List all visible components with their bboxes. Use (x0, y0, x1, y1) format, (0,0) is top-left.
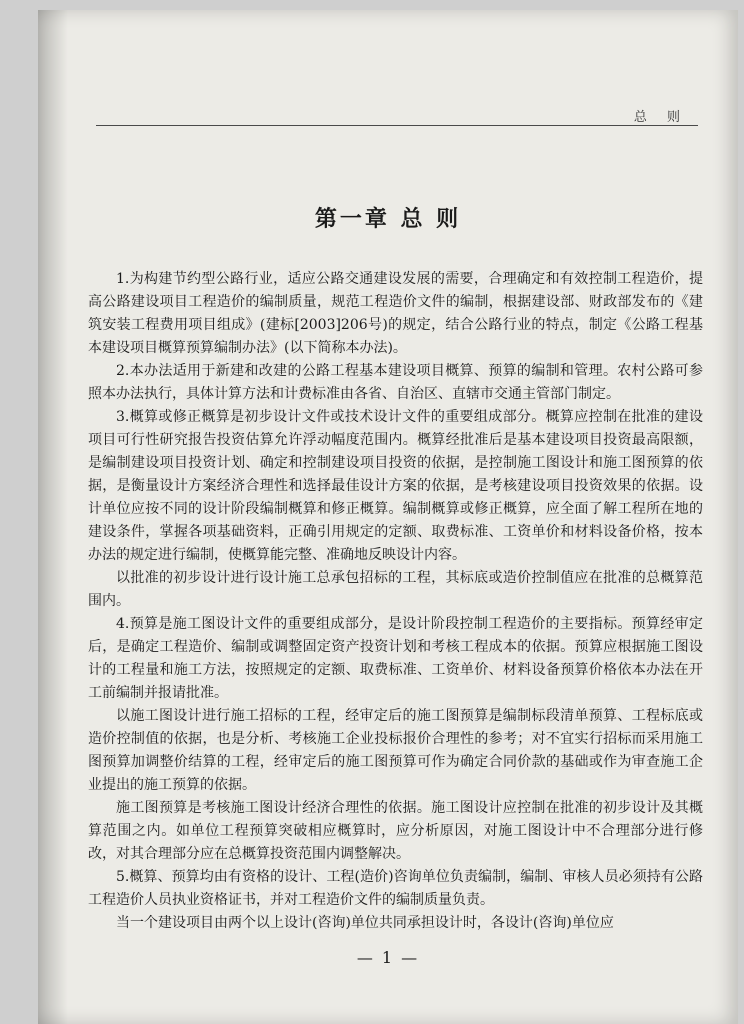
chapter-title: 第一章 总 则 (314, 207, 462, 232)
paragraph-6: 以施工图设计进行施工招标的工程，经审定后的施工图预算是编制标段清单预算、工程标底或造价控制值的依据，也是分析、考核施工企业投标报价合理性的参考；对不宜实行招标而采用施工图预算加调整价结算的工程，经审定后的施工图预算可作为确定合同价款的基础或作为审查施工企业提出的施工预算的依据。 (88, 708, 703, 793)
page-number: — 1 — (356, 948, 420, 967)
paragraph-3: 3.概算或修正概算是初步设计文件或技术设计文件的重要组成部分。概算应控制在批准的建设项目可行性研究报告投资估算允许浮动幅度范围内。概算经批准后是基本建设项目投资最高限额，是编制建设项目投资计划、确定和控制建设项目投资的依据，是控制施工图设计和施工图预算的依据，是衡量设计方案经济合理性和选择最佳设计方案的依据，是考核建设项目投资效果的依据。设计单位应按不同的设计阶段编制概算和修正概算。编制概算或修正概算，应全面了解工程所在地的建设条件，掌握各项基础资料，正确引用规定的定额、取费标准、工资单价和材料设备价格，按本办法的规定进行编制，使概算能完整、准确地反映设计内容。 (88, 409, 703, 563)
paragraph-9: 当一个建设项目由两个以上设计(咨询)单位共同承担设计时，各设计(咨询)单位应 (116, 915, 614, 931)
header-section-title: 总 则 (633, 110, 688, 125)
paragraph-8: 5.概算、预算均由有资格的设计、工程(造价)咨询单位负责编制，编制、审核人员必须持有公路工程造价人员执业资格证书，并对工程造价文件的编制质量负责。 (88, 869, 703, 908)
body-text (88, 268, 703, 935)
paragraph-5: 4.预算是施工图设计文件的重要组成部分，是设计阶段控制工程造价的主要指标。预算经审定后，是确定工程造价、编制或调整固定资产投资计划和考核工程成本的依据。预算应根据施工图设计的工程量和施工方法，按照规定的定额、取费标准、工资单价、材料设备预算价格依本办法在开工前编制并报请批准。 (88, 616, 703, 701)
paragraph-4: 以批准的初步设计进行设计施工总承包招标的工程，其标底或造价控制值应在批准的总概算范围内。 (88, 570, 703, 609)
spine-shadow (38, 10, 68, 1024)
paragraph-2: 2.本办法适用于新建和改建的公路工程基本建设项目概算、预算的编制和管理。农村公路可参照本办法执行，具体计算方法和计费标准由各省、自治区、直辖市交通主管部门制定。 (88, 363, 703, 402)
header-rule (96, 125, 698, 126)
paragraph-1: 1.为构建节约型公路行业，适应公路交通建设发展的需要，合理确定和有效控制工程造价，提高公路建设项目工程造价的编制质量，规范工程造价文件的编制，根据建设部、财政部发布的《建筑安装工程费用项目组成》(建标[2003]206号)的规定，结合公路行业的特点，制定《公路工程基本建设项目概算预算编制办法》(以下简称本办法)。 (88, 271, 703, 356)
paragraph-7: 施工图预算是考核施工图设计经济合理性的依据。施工图设计应控制在批准的初步设计及其概算范围之内。如单位工程预算突破相应概算时，应分析原因，对施工图设计中不合理部分进行修改，对其合理部分应在总概算投资范围内调整解决。 (88, 800, 703, 862)
running-header (96, 106, 698, 126)
book-page (38, 10, 738, 1024)
